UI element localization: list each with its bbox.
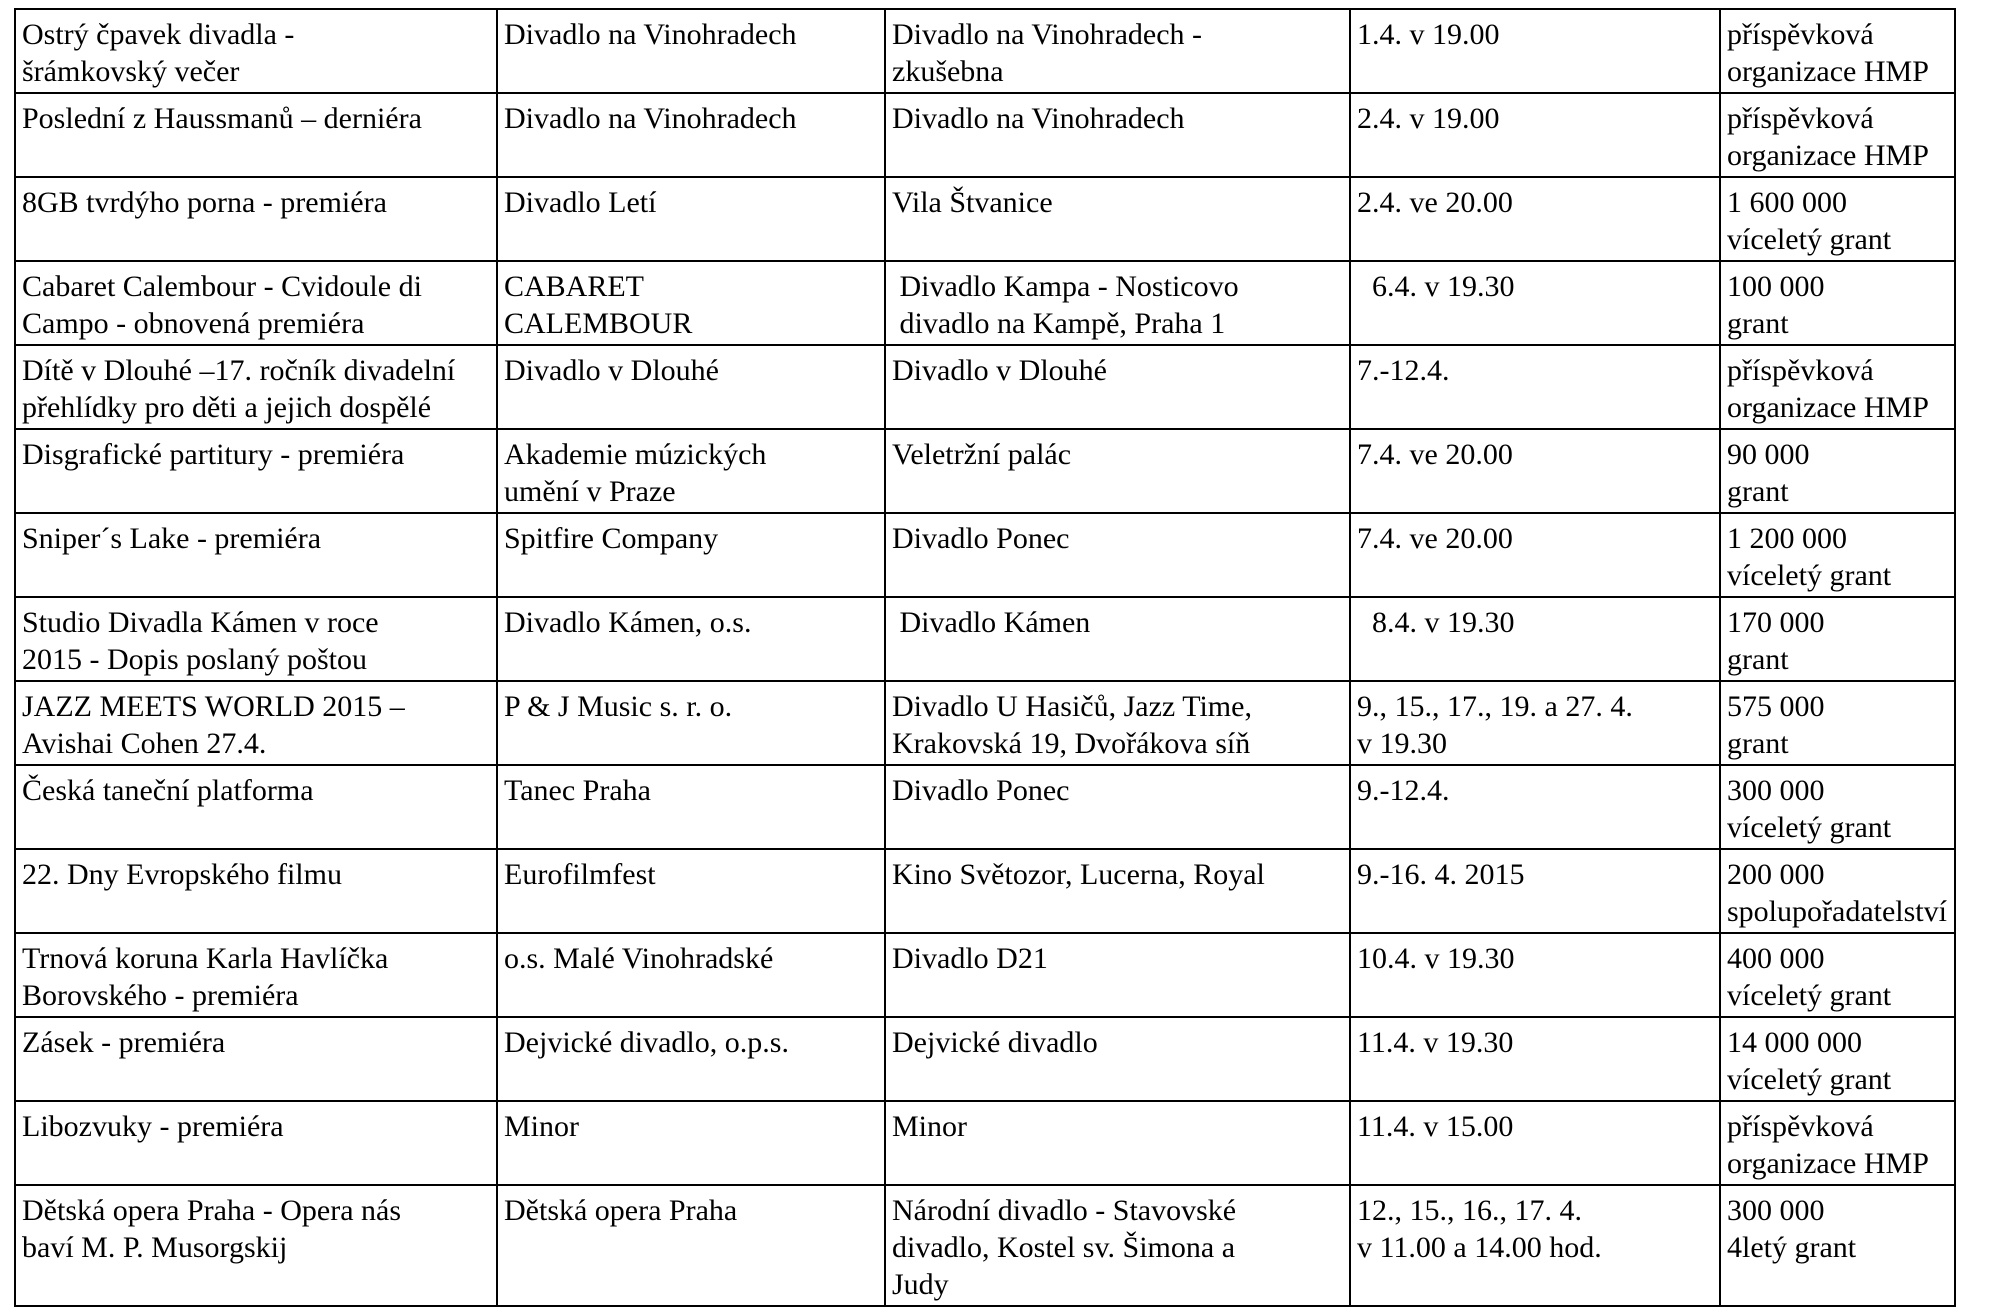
date-cell xyxy=(1350,513,1720,597)
funding-text-line: víceletý grant xyxy=(1727,223,1892,256)
venue-text-line: divadlo na Kampě, Praha 1 xyxy=(892,307,1226,340)
venue-text-line: Divadlo D21 xyxy=(892,942,1048,975)
event-name-cell xyxy=(15,1185,497,1306)
organizer-text-line: CABARET xyxy=(504,270,645,303)
organizer-text-line: P & J Music s. r. o. xyxy=(504,690,733,723)
organizer-cell xyxy=(497,429,885,513)
date-text-line: 10.4. v 19.30 xyxy=(1357,942,1515,975)
date-text-line: 7.4. ve 20.00 xyxy=(1357,522,1513,555)
table-row xyxy=(15,345,1955,429)
venue-text-line: Národní divadlo - Stavovské xyxy=(892,1194,1237,1227)
table-row xyxy=(15,93,1955,177)
table-row xyxy=(15,933,1955,1017)
event-name-text-line: Studio Divadla Kámen v roce xyxy=(22,606,379,639)
organizer-cell xyxy=(497,1017,885,1101)
organizer-text-line: Divadlo na Vinohradech xyxy=(504,102,797,135)
date-text-line: 6.4. v 19.30 xyxy=(1357,270,1515,303)
organizer-text-line: Divadlo Kámen, o.s. xyxy=(504,606,752,639)
organizer-cell xyxy=(497,765,885,849)
date-cell xyxy=(1350,849,1720,933)
date-cell xyxy=(1350,765,1720,849)
venue-cell xyxy=(885,177,1350,261)
funding-text-line: 100 000 xyxy=(1727,270,1825,303)
date-cell xyxy=(1350,597,1720,681)
venue-text-line: Divadlo U Hasičů, Jazz Time, xyxy=(892,690,1252,723)
table-row xyxy=(15,177,1955,261)
organizer-text-line: Divadlo na Vinohradech xyxy=(504,18,797,51)
organizer-text-line: Minor xyxy=(504,1110,579,1143)
funding-cell xyxy=(1720,513,1955,597)
funding-cell xyxy=(1720,1101,1955,1185)
event-name-cell xyxy=(15,1017,497,1101)
venue-cell xyxy=(885,1017,1350,1101)
date-cell xyxy=(1350,177,1720,261)
funding-text-line: organizace HMP xyxy=(1727,55,1929,88)
events-table xyxy=(14,8,1956,1307)
event-name-text-line: 2015 - Dopis poslaný poštou xyxy=(22,643,367,676)
date-cell xyxy=(1350,681,1720,765)
organizer-text-line: Spitfire Company xyxy=(504,522,719,555)
organizer-text-line: Akademie múzických xyxy=(504,438,767,471)
organizer-cell xyxy=(497,513,885,597)
funding-cell xyxy=(1720,681,1955,765)
funding-text-line: příspěvková xyxy=(1727,354,1874,387)
organizer-cell xyxy=(497,261,885,345)
funding-text-line: víceletý grant xyxy=(1727,559,1892,592)
date-cell xyxy=(1350,1101,1720,1185)
funding-text-line: víceletý grant xyxy=(1727,811,1892,844)
venue-text-line: Divadlo na Vinohradech - xyxy=(892,18,1203,51)
event-name-text-line: šrámkovský večer xyxy=(22,55,240,88)
venue-text-line: Kino Světozor, Lucerna, Royal xyxy=(892,858,1265,891)
venue-cell xyxy=(885,1185,1350,1306)
funding-text-line: 575 000 xyxy=(1727,690,1825,723)
event-name-text-line: Dítě v Dlouhé –17. ročník divadelní xyxy=(22,354,456,387)
venue-text-line: Krakovská 19, Dvořákova síň xyxy=(892,727,1251,760)
event-name-text-line: Avishai Cohen 27.4. xyxy=(22,727,267,760)
date-text-line: 7.-12.4. xyxy=(1357,354,1450,387)
event-name-cell xyxy=(15,849,497,933)
funding-text-line: grant xyxy=(1727,643,1789,676)
organizer-text-line: Dejvické divadlo, o.p.s. xyxy=(504,1026,789,1059)
funding-text-line: organizace HMP xyxy=(1727,391,1929,424)
organizer-text-line: o.s. Malé Vinohradské xyxy=(504,942,774,975)
event-name-text-line: přehlídky pro děti a jejich dospělé xyxy=(22,391,432,424)
funding-text-line: příspěvková xyxy=(1727,18,1874,51)
funding-text-line: 14 000 000 xyxy=(1727,1026,1862,1059)
event-name-cell xyxy=(15,765,497,849)
table-row xyxy=(15,597,1955,681)
funding-text-line: víceletý grant xyxy=(1727,1063,1892,1096)
funding-text-line: grant xyxy=(1727,307,1789,340)
organizer-cell xyxy=(497,1185,885,1306)
date-cell xyxy=(1350,345,1720,429)
funding-cell xyxy=(1720,9,1955,93)
date-text-line: 9.-12.4. xyxy=(1357,774,1450,807)
event-name-cell xyxy=(15,261,497,345)
funding-cell xyxy=(1720,177,1955,261)
table-row xyxy=(15,1101,1955,1185)
funding-text-line: grant xyxy=(1727,727,1789,760)
organizer-cell xyxy=(497,177,885,261)
table-row xyxy=(15,261,1955,345)
event-name-cell xyxy=(15,933,497,1017)
event-name-text-line: Sniper´s Lake - premiéra xyxy=(22,522,322,555)
date-text-line: 2.4. ve 20.00 xyxy=(1357,186,1513,219)
funding-cell xyxy=(1720,261,1955,345)
event-name-cell xyxy=(15,597,497,681)
funding-cell xyxy=(1720,345,1955,429)
funding-text-line: 200 000 xyxy=(1727,858,1825,891)
venue-text-line: Judy xyxy=(892,1268,949,1301)
funding-text-line: grant xyxy=(1727,475,1789,508)
funding-cell xyxy=(1720,765,1955,849)
events-table-body xyxy=(15,9,1955,1306)
date-cell xyxy=(1350,1017,1720,1101)
funding-cell xyxy=(1720,849,1955,933)
venue-cell xyxy=(885,513,1350,597)
venue-text-line: Minor xyxy=(892,1110,967,1143)
funding-text-line: víceletý grant xyxy=(1727,979,1892,1012)
venue-text-line: Dejvické divadlo xyxy=(892,1026,1098,1059)
venue-cell xyxy=(885,429,1350,513)
venue-cell xyxy=(885,261,1350,345)
date-text-line: 12., 15., 16., 17. 4. xyxy=(1357,1194,1582,1227)
funding-text-line: 300 000 xyxy=(1727,774,1825,807)
date-cell xyxy=(1350,1185,1720,1306)
venue-text-line: Divadlo Kámen xyxy=(892,606,1091,639)
table-row xyxy=(15,513,1955,597)
date-text-line: 11.4. v 15.00 xyxy=(1357,1110,1514,1143)
date-text-line: 9.-16. 4. 2015 xyxy=(1357,858,1525,891)
venue-cell xyxy=(885,765,1350,849)
date-text-line: 8.4. v 19.30 xyxy=(1357,606,1515,639)
venue-text-line: Divadlo Ponec xyxy=(892,774,1070,807)
funding-text-line: 170 000 xyxy=(1727,606,1825,639)
funding-text-line: 1 200 000 xyxy=(1727,522,1847,555)
venue-cell xyxy=(885,849,1350,933)
organizer-cell xyxy=(497,9,885,93)
event-name-text-line: baví M. P. Musorgskij xyxy=(22,1231,288,1264)
table-row xyxy=(15,1185,1955,1306)
funding-text-line: 300 000 xyxy=(1727,1194,1825,1227)
event-name-text-line: Poslední z Haussmanů – derniéra xyxy=(22,102,422,135)
organizer-cell xyxy=(497,1101,885,1185)
event-name-text-line: Campo - obnovená premiéra xyxy=(22,307,365,340)
date-cell xyxy=(1350,933,1720,1017)
event-name-cell xyxy=(15,177,497,261)
venue-cell xyxy=(885,93,1350,177)
event-name-cell xyxy=(15,513,497,597)
event-name-text-line: Česká taneční platforma xyxy=(22,774,314,807)
organizer-cell xyxy=(497,93,885,177)
venue-cell xyxy=(885,681,1350,765)
organizer-cell xyxy=(497,933,885,1017)
venue-text-line: Divadlo Kampa - Nosticovo xyxy=(892,270,1239,303)
venue-text-line: Veletržní palác xyxy=(892,438,1072,471)
funding-cell xyxy=(1720,933,1955,1017)
funding-text-line: organizace HMP xyxy=(1727,1147,1929,1180)
date-cell xyxy=(1350,261,1720,345)
event-name-text-line: Dětská opera Praha - Opera nás xyxy=(22,1194,401,1227)
venue-cell xyxy=(885,1101,1350,1185)
venue-text-line: zkušebna xyxy=(892,55,1004,88)
date-text-line: 7.4. ve 20.00 xyxy=(1357,438,1513,471)
event-name-cell xyxy=(15,429,497,513)
venue-cell xyxy=(885,597,1350,681)
funding-text-line: spolupořadatelství xyxy=(1727,895,1947,928)
organizer-text-line: Divadlo Letí xyxy=(504,186,657,219)
funding-cell xyxy=(1720,1017,1955,1101)
funding-text-line: 90 000 xyxy=(1727,438,1810,471)
funding-text-line: příspěvková xyxy=(1727,102,1874,135)
date-cell xyxy=(1350,93,1720,177)
venue-cell xyxy=(885,9,1350,93)
organizer-cell xyxy=(497,597,885,681)
venue-text-line: Divadlo v Dlouhé xyxy=(892,354,1107,387)
event-name-cell xyxy=(15,9,497,93)
venue-cell xyxy=(885,345,1350,429)
funding-text-line: příspěvková xyxy=(1727,1110,1874,1143)
funding-cell xyxy=(1720,1185,1955,1306)
funding-cell xyxy=(1720,429,1955,513)
venue-text-line: Vila Štvanice xyxy=(892,186,1053,219)
organizer-cell xyxy=(497,849,885,933)
table-row xyxy=(15,429,1955,513)
venue-cell xyxy=(885,933,1350,1017)
event-name-cell xyxy=(15,681,497,765)
organizer-text-line: umění v Praze xyxy=(504,475,676,508)
venue-text-line: Divadlo Ponec xyxy=(892,522,1070,555)
date-cell xyxy=(1350,9,1720,93)
date-text-line: v 11.00 a 14.00 hod. xyxy=(1357,1231,1602,1264)
organizer-cell xyxy=(497,345,885,429)
table-row xyxy=(15,9,1955,93)
funding-text-line: 4letý grant xyxy=(1727,1231,1857,1264)
event-name-text-line: Libozvuky - premiéra xyxy=(22,1110,284,1143)
event-name-text-line: Ostrý čpavek divadla - xyxy=(22,18,295,51)
organizer-text-line: CALEMBOUR xyxy=(504,307,693,340)
date-text-line: 2.4. v 19.00 xyxy=(1357,102,1500,135)
event-name-text-line: Borovského - premiéra xyxy=(22,979,299,1012)
table-row xyxy=(15,765,1955,849)
date-text-line: 9., 15., 17., 19. a 27. 4. xyxy=(1357,690,1633,723)
table-row xyxy=(15,1017,1955,1101)
funding-cell xyxy=(1720,597,1955,681)
funding-text-line: 400 000 xyxy=(1727,942,1825,975)
funding-cell xyxy=(1720,93,1955,177)
events-document xyxy=(14,8,1954,1307)
date-cell xyxy=(1350,429,1720,513)
event-name-text-line: Cabaret Calembour - Cvidoule di xyxy=(22,270,422,303)
event-name-cell xyxy=(15,93,497,177)
event-name-text-line: 8GB tvrdýho porna - premiéra xyxy=(22,186,387,219)
date-text-line: v 19.30 xyxy=(1357,727,1447,760)
organizer-text-line: Eurofilmfest xyxy=(504,858,656,891)
table-row xyxy=(15,681,1955,765)
organizer-text-line: Dětská opera Praha xyxy=(504,1194,738,1227)
date-text-line: 1.4. v 19.00 xyxy=(1357,18,1500,51)
venue-text-line: divadlo, Kostel sv. Šimona a xyxy=(892,1231,1236,1264)
event-name-cell xyxy=(15,345,497,429)
funding-text-line: 1 600 000 xyxy=(1727,186,1847,219)
organizer-text-line: Tanec Praha xyxy=(504,774,651,807)
event-name-text-line: Zásek - premiéra xyxy=(22,1026,226,1059)
event-name-text-line: Disgrafické partitury - premiéra xyxy=(22,438,405,471)
event-name-cell xyxy=(15,1101,497,1185)
event-name-text-line: JAZZ MEETS WORLD 2015 – xyxy=(22,690,405,723)
table-row xyxy=(15,849,1955,933)
venue-text-line: Divadlo na Vinohradech xyxy=(892,102,1185,135)
organizer-cell xyxy=(497,681,885,765)
event-name-text-line: Trnová koruna Karla Havlíčka xyxy=(22,942,389,975)
date-text-line: 11.4. v 19.30 xyxy=(1357,1026,1514,1059)
organizer-text-line: Divadlo v Dlouhé xyxy=(504,354,719,387)
funding-text-line: organizace HMP xyxy=(1727,139,1929,172)
event-name-text-line: 22. Dny Evropského filmu xyxy=(22,858,342,891)
